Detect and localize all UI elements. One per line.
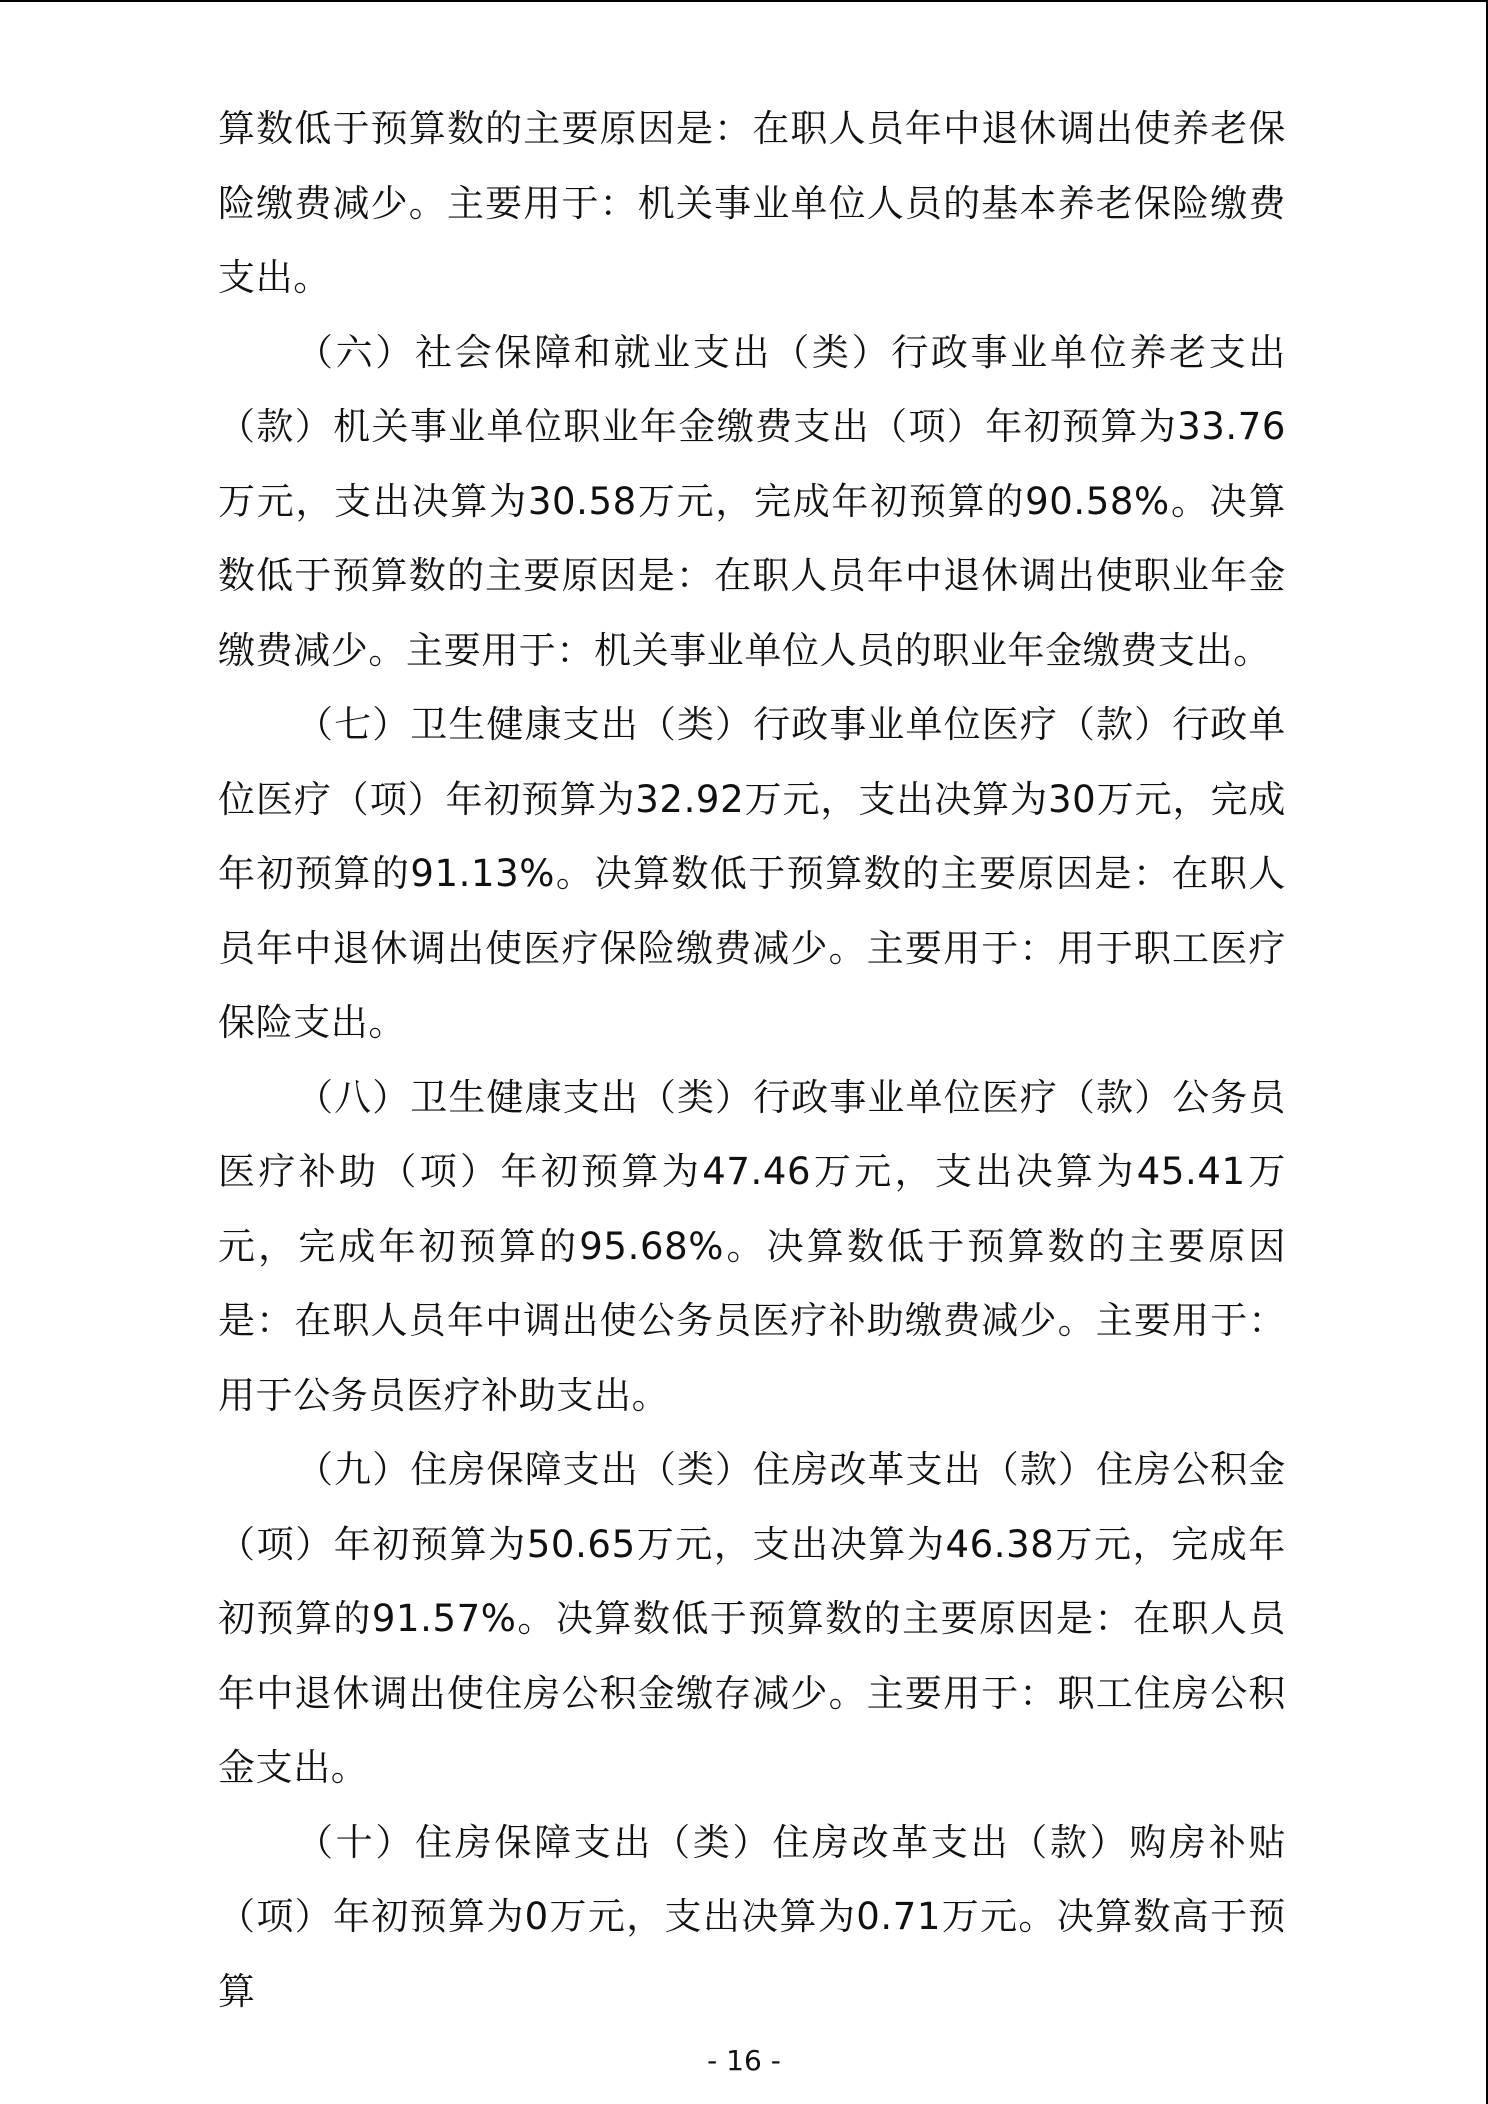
body-text: [218, 92, 1286, 2029]
paragraph-item-10: （十）住房保障支出（类）住房改革支出（款）购房补贴（项）年初预算为0万元，支出决算为0.71万元。决算数高于预算: [218, 1820, 1286, 2013]
paragraph-item-9: （九）住房保障支出（类）住房改革支出（款）住房公积金（项）年初预算为50.65万元，支出决算为46.38万元，完成年初预算的91.57%。决算数低于预算数的主要原因是：在职人员年中退休调出使住房公积金缴存减少。主要用于：职工住房公积金支出。: [218, 1448, 1286, 1789]
paragraph-item-7: （七）卫生健康支出（类）行政事业单位医疗（款）行政单位医疗（项）年初预算为32.92万元，支出决算为30万元，完成年初预算的91.13%。决算数低于预算数的主要原因是：在职人员年中退休调出使医疗保险缴费减少。主要用于：用于职工医疗保险支出。: [218, 703, 1286, 1044]
paragraph-item-8: （八）卫生健康支出（类）行政事业单位医疗（款）公务员医疗补助（项）年初预算为47.46万元，支出决算为45.41万元，完成年初预算的95.68%。决算数低于预算数的主要原因是：在职人员年中调出使公务员医疗补助缴费减少。主要用于：用于公务员医疗补助支出。: [218, 1075, 1286, 1417]
paragraph-item-6: （六）社会保障和就业支出（类）行政事业单位养老支出（款）机关事业单位职业年金缴费支出（项）年初预算为33.76万元，支出决算为30.58万元，完成年初预算的90.58%。决算数低于预算数的主要原因是：在职人员年中退休调出使职业年金缴费减少。主要用于：机关事业单位人员的职业年金缴费支出。: [218, 330, 1286, 672]
paragraph-continuation: 算数低于预算数的主要原因是：在职人员年中退休调出使养老保险缴费减少。主要用于：机关事业单位人员的基本养老保险缴费支出。: [218, 107, 1286, 299]
page-number: - 16 -: [707, 2044, 781, 2077]
